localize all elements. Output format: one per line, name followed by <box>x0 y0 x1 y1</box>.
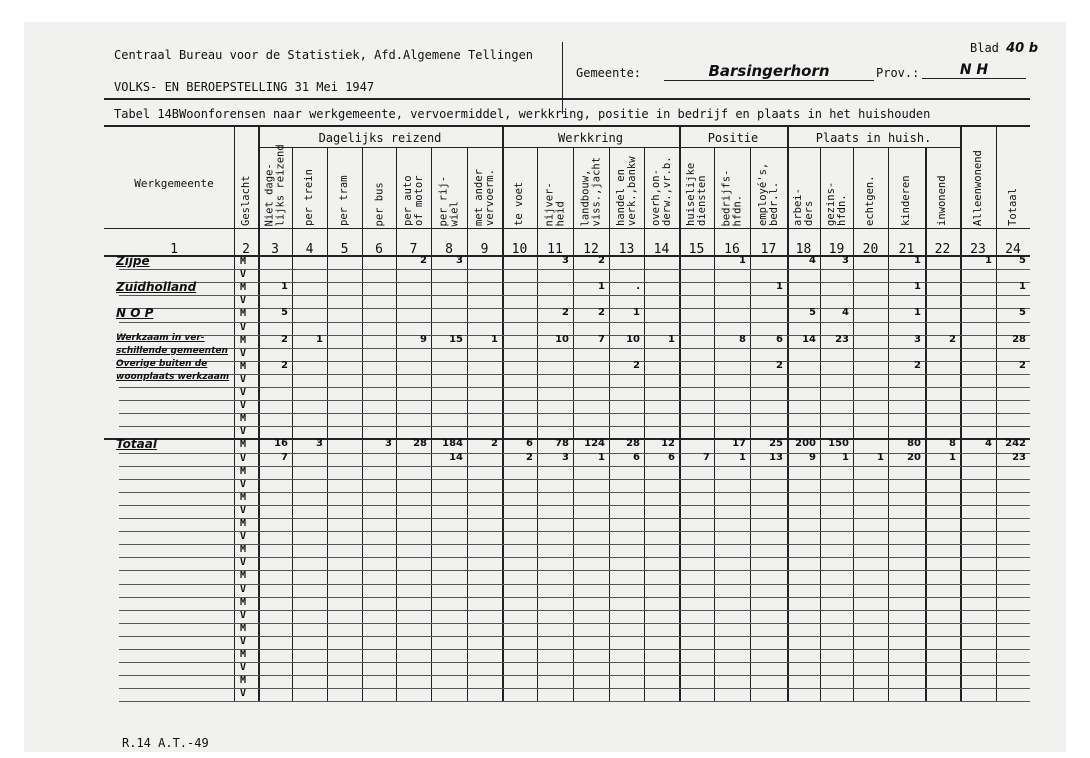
cell-value-col-19: 4 <box>842 307 849 319</box>
cell-value-col-17: 13 <box>769 451 783 463</box>
column-header-14: overh,on- derw.,vr.b. <box>649 156 673 226</box>
column-divider <box>750 147 751 701</box>
column-header-10: te voet <box>513 181 525 226</box>
column-header-19: gezins- hfdn. <box>824 181 848 226</box>
column-number: 17 <box>760 242 777 257</box>
table-row <box>119 531 1030 532</box>
cell-value-col-21: 1 <box>914 307 921 319</box>
header-divider <box>562 42 563 114</box>
column-number: 24 <box>1005 242 1021 257</box>
cell-value-col-24: 23 <box>1012 451 1026 463</box>
column-header-werkgemeente: Werkgemeente <box>134 177 214 190</box>
column-divider <box>431 147 432 701</box>
table-row <box>119 400 1030 401</box>
table-row <box>119 348 1030 349</box>
cell-value-col-12: 2 <box>598 307 605 319</box>
row-name: schillende gemeenten <box>116 345 228 356</box>
sex-code: V <box>240 347 247 359</box>
row-name: Totaal <box>116 437 157 452</box>
prov-value: N H <box>922 62 1026 79</box>
cell-value-col-17: 6 <box>776 333 783 345</box>
cell-value-col-3: 2 <box>281 333 288 345</box>
cell-value-col-3: 5 <box>281 307 288 319</box>
cell-value-col-21: 2 <box>914 359 921 371</box>
column-number: 13 <box>618 242 635 257</box>
cell-value-col-24: 1 <box>1019 281 1026 293</box>
column-divider <box>820 147 821 701</box>
column-divider <box>362 147 363 701</box>
cell-value-col-17: 2 <box>776 359 783 371</box>
cell-value-col-7: 2 <box>420 255 427 266</box>
table-row <box>119 518 1030 519</box>
cell-value-col-3: 1 <box>281 281 288 293</box>
table-top-rule <box>104 125 1030 127</box>
column-divider <box>537 147 538 701</box>
cell-value-col-14: 12 <box>661 438 675 450</box>
cell-value-col-22: 2 <box>949 333 956 345</box>
cell-value-col-10: 2 <box>526 451 533 463</box>
cell-value-col-15: 7 <box>703 451 710 463</box>
census-form-sheet <box>24 22 1066 752</box>
table-row <box>119 597 1030 598</box>
cell-value-col-19: 23 <box>835 333 849 345</box>
table-row <box>119 269 1030 270</box>
cell-value-col-3: 7 <box>281 451 288 463</box>
cell-value-col-11: 78 <box>555 438 569 450</box>
census-title: VOLKS- EN BEROEPSTELLING 31 Mei 1947 <box>114 80 375 94</box>
column-number: 11 <box>547 242 563 257</box>
sex-code: M <box>240 413 247 425</box>
cell-value-col-8: 184 <box>442 438 463 450</box>
column-number: 14 <box>653 242 670 257</box>
column-header-15: huiselijke diensten <box>684 162 708 226</box>
sex-code: M <box>240 518 247 529</box>
column-header-24: Totaal <box>1006 188 1019 226</box>
sex-code: V <box>240 662 247 674</box>
table-row <box>119 295 1030 296</box>
sex-code: M <box>240 491 247 503</box>
row-name: Zijpe <box>116 254 150 268</box>
cell-value-col-16: 8 <box>739 333 746 345</box>
cell-value-col-24: 5 <box>1019 255 1026 266</box>
sex-code: M <box>240 465 247 477</box>
column-divider <box>714 147 715 701</box>
cell-value-col-7: 9 <box>420 333 427 345</box>
column-number: 3 <box>271 242 279 257</box>
cell-value-col-12: 7 <box>598 333 605 345</box>
column-number: 2 <box>242 242 250 257</box>
column-divider <box>644 147 645 701</box>
cell-value-col-19: 1 <box>842 451 849 463</box>
column-number: 18 <box>795 242 812 257</box>
cell-value-col-9: 2 <box>491 438 498 450</box>
cell-value-col-22: 8 <box>949 438 956 450</box>
column-number: 22 <box>934 242 951 257</box>
table-row <box>119 505 1030 506</box>
column-divider <box>573 147 574 701</box>
cell-value-col-13: 10 <box>626 333 640 345</box>
sex-code: V <box>240 478 247 490</box>
cell-value-col-14: 6 <box>668 451 675 463</box>
column-header-13: handel en verk.,bankw <box>614 156 638 226</box>
cell-value-col-8: 15 <box>449 333 463 345</box>
gemeente-value: Barsingerhorn <box>664 62 874 81</box>
cell-value-col-11: 3 <box>562 451 569 463</box>
column-header-22: inwonend <box>936 175 948 226</box>
table-row <box>119 374 1030 375</box>
column-header-3: Niet dage- lijks reizend <box>263 143 286 226</box>
cell-value-col-17: 25 <box>769 438 783 450</box>
sex-code: V <box>240 504 247 516</box>
cell-value-col-23: 4 <box>985 438 992 450</box>
column-divider <box>292 147 293 701</box>
column-divider <box>502 147 504 701</box>
group-title-plaats: Plaats in huish. <box>815 131 932 145</box>
row-name: Zuidholland <box>116 280 197 295</box>
cell-value-col-20: 1 <box>877 451 884 463</box>
cell-value-col-8: 14 <box>449 451 463 463</box>
table-row <box>119 479 1030 480</box>
column-divider <box>679 147 681 701</box>
cell-value-col-12: 2 <box>598 255 605 266</box>
row-name: Overige buiten de <box>116 358 208 369</box>
column-header-23: Alleenwonend <box>971 150 984 226</box>
cell-value-col-24: 28 <box>1012 333 1026 345</box>
institute-name: Centraal Bureau voor de Statistiek, Afd.Algemene Tellingen <box>114 48 534 62</box>
table-row <box>119 322 1030 323</box>
sex-code: V <box>240 452 247 464</box>
cell-value-col-16: 17 <box>732 438 746 450</box>
table-row <box>119 466 1030 467</box>
column-number: 9 <box>480 242 489 257</box>
cell-value-col-21: 20 <box>907 451 921 463</box>
cell-value-col-13: 6 <box>633 451 640 463</box>
sex-code: V <box>240 688 247 700</box>
column-number: 15 <box>688 242 705 257</box>
sex-code: M <box>240 596 247 608</box>
cell-value-col-19: 3 <box>842 255 849 266</box>
sex-code: V <box>240 387 247 398</box>
sex-code: V <box>240 557 247 569</box>
sex-code: M <box>240 649 247 660</box>
column-number: 23 <box>970 242 986 257</box>
table-row <box>119 636 1030 637</box>
table-row <box>119 649 1030 650</box>
cell-value-col-4: 3 <box>316 438 323 450</box>
column-header-17: employé's, bedr.l. <box>756 162 780 226</box>
cell-value-col-16: 1 <box>739 255 746 266</box>
cell-value-col-16: 1 <box>739 451 746 463</box>
cell-value-col-17: 1 <box>776 281 783 293</box>
column-divider <box>787 147 789 701</box>
cell-value-col-11: 2 <box>562 307 569 319</box>
column-number: 6 <box>375 242 383 257</box>
table-row <box>119 623 1030 624</box>
group-title-dagelijks: Dagelijks reizend <box>318 131 442 145</box>
cell-value-col-21: 1 <box>914 281 921 293</box>
cell-value-col-9: 1 <box>491 333 498 345</box>
column-header-8: per rij- wiel <box>437 175 460 226</box>
sex-code: M <box>240 256 247 267</box>
header-bottom-rule <box>104 228 1030 229</box>
column-header-6: per bus <box>372 181 385 226</box>
column-header-21: kinderen <box>900 175 912 226</box>
table-row <box>119 426 1030 427</box>
cell-value-col-22: 1 <box>949 451 956 463</box>
cell-value-col-3: 2 <box>281 359 288 371</box>
column-header-12: landbouw, viss.,jacht <box>579 156 602 226</box>
cell-value-col-11: 3 <box>562 255 569 266</box>
group-rule <box>258 147 960 148</box>
cell-value-col-12: 124 <box>584 438 605 450</box>
column-header-2: Geslacht <box>239 175 252 226</box>
sex-code: V <box>240 373 247 385</box>
cell-value-col-18: 200 <box>795 438 816 450</box>
column-divider <box>925 147 927 701</box>
column-divider <box>888 147 889 701</box>
cell-value-col-8: 3 <box>456 255 463 266</box>
table-row <box>119 584 1030 585</box>
sex-code: M <box>240 622 247 634</box>
form-code: R.14 A.T.-49 <box>122 736 209 750</box>
column-divider <box>609 147 610 701</box>
cell-value-col-21: 80 <box>907 438 921 450</box>
sex-code: M <box>240 308 247 320</box>
column-header-11: nijver- heid <box>543 181 566 226</box>
cell-value-col-13: 2 <box>633 359 640 371</box>
cell-value-col-18: 14 <box>802 333 816 345</box>
column-number: 12 <box>583 242 599 257</box>
cell-value-col-3: 16 <box>274 438 288 450</box>
cell-value-col-21: 1 <box>914 255 921 266</box>
sex-code: V <box>240 400 247 412</box>
sex-code: V <box>240 609 247 621</box>
sex-code: V <box>240 635 247 647</box>
sex-code: V <box>240 531 247 543</box>
group-title-werkkring: Werkkring <box>557 131 624 145</box>
sex-code: M <box>240 570 247 582</box>
gemeente-label: Gemeente: <box>576 66 642 80</box>
cell-value-col-7: 28 <box>413 438 427 450</box>
column-number: 1 <box>170 242 178 257</box>
column-number: 4 <box>305 242 314 257</box>
column-number: 20 <box>862 242 879 257</box>
table-row <box>119 570 1030 571</box>
column-header-16: bedrijfs- hfdn. <box>720 169 743 226</box>
cell-value-col-24: 2 <box>1019 359 1026 371</box>
column-number: 5 <box>340 242 349 257</box>
cell-value-col-12: 1 <box>598 451 605 463</box>
table-row <box>119 492 1030 493</box>
column-number: 10 <box>511 242 528 257</box>
cell-value-col-10: 6 <box>526 438 533 450</box>
cell-value-col-23: 1 <box>985 255 992 266</box>
column-number: 19 <box>828 242 845 257</box>
column-number: 7 <box>409 242 418 257</box>
column-divider <box>853 147 854 701</box>
cell-value-col-13: 1 <box>633 307 640 319</box>
table-row <box>119 387 1030 388</box>
table-row <box>119 610 1030 611</box>
cell-value-col-6: 3 <box>385 438 392 450</box>
sex-code: V <box>240 426 247 438</box>
sex-code: V <box>240 269 247 281</box>
sex-code: M <box>240 675 247 687</box>
cell-value-col-19: 150 <box>828 438 849 450</box>
header-rule <box>104 98 1030 100</box>
column-header-18: arbei- ders <box>791 188 815 226</box>
table-row <box>119 662 1030 663</box>
column-divider <box>327 147 328 701</box>
group-title-positie: Positie <box>707 131 759 145</box>
column-number: 16 <box>724 242 740 257</box>
column-number: 21 <box>898 242 915 257</box>
sex-code: V <box>240 295 247 307</box>
cell-value-col-18: 5 <box>809 307 816 319</box>
table-row <box>119 544 1030 545</box>
cell-value-col-4: 1 <box>316 333 323 345</box>
column-header-7: per auto of motor <box>401 175 425 226</box>
cell-value-col-14: 1 <box>668 333 675 345</box>
sex-code: V <box>240 321 247 333</box>
column-header-5: per tram <box>338 175 350 226</box>
column-divider <box>396 147 397 701</box>
table-row <box>119 675 1030 676</box>
table-row <box>119 413 1030 414</box>
row-name: Werkzaam in ver- <box>116 332 205 343</box>
sex-code: M <box>240 282 247 294</box>
prov-label: Prov.: <box>876 66 920 80</box>
column-number: 8 <box>445 242 453 257</box>
sex-code: M <box>240 334 247 346</box>
cell-value-col-12: 1 <box>598 281 605 293</box>
sex-code: M <box>240 439 247 451</box>
table-row <box>119 701 1030 702</box>
cell-value-col-13: 28 <box>626 438 640 450</box>
table-title: Tabel 14BWoonforensen naar werkgemeente, vervoermiddel, werkkring, positie in bedrijf en plaats in het huishouden <box>114 107 931 121</box>
table-row <box>119 688 1030 689</box>
column-header-20: echtgen. <box>864 175 876 226</box>
cell-value-col-24: 5 <box>1019 307 1026 319</box>
column-header-9: met ander vervoerm. <box>472 169 496 226</box>
cell-value-col-24: 242 <box>1005 438 1026 450</box>
blad-label: Blad 40 b <box>970 41 1039 56</box>
column-divider <box>467 147 468 701</box>
cell-value-col-11: 10 <box>555 333 569 345</box>
cell-value-col-18: 9 <box>809 451 816 463</box>
sex-code: M <box>240 544 247 556</box>
sex-code: M <box>240 360 247 372</box>
row-name: woonplaats werkzaam <box>116 371 230 382</box>
row-name: N O P <box>116 306 154 321</box>
cell-value-col-13: . <box>636 281 640 293</box>
cell-value-col-21: 3 <box>914 333 921 345</box>
cell-value-col-18: 4 <box>809 255 816 266</box>
sex-code: V <box>240 583 247 595</box>
table-row <box>119 557 1030 558</box>
column-header-4: per trein <box>303 169 315 226</box>
